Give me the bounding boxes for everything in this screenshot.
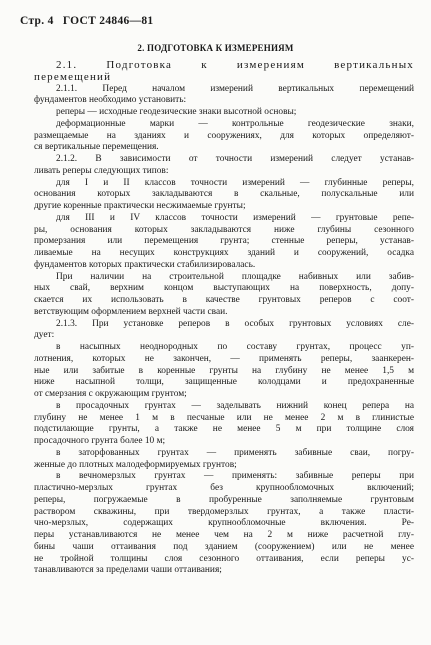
text-line: ливаемые на несущих конструкциях зданий и сооружений, осадка	[34, 248, 414, 258]
text-line: фундаментов необходимо установить:	[34, 95, 187, 106]
text-line: танавливаются за пределами чаши оттаивания;	[34, 565, 222, 576]
section-title: 2. ПОДГОТОВКА К ИЗМЕРЕНИЯМ	[137, 43, 294, 53]
text-line: 2.1. Подготовка к измерениям вертикальных	[56, 59, 414, 71]
page-header	[20, 15, 159, 27]
text-line: ветствующим оформлением верхней части сваи.	[34, 306, 228, 317]
standard-number: ГОСТ 24846—81	[62, 15, 154, 27]
document-body	[34, 60, 414, 577]
text-line: женные до плотных малодеформируемых грунтов;	[34, 459, 237, 470]
text-line: ные или забитые в коренные грунты на глубину не менее 1,5 м	[34, 365, 414, 376]
text-line: в заторфованных грунтах — применять забивные сваи, погру-	[56, 447, 414, 458]
text-line: в насыпных неоднородных по составу грунтах, процесс уп-	[56, 342, 414, 352]
text-line: просадочного грунта более 10 м;	[34, 436, 166, 446]
text-line: 2.1.2. В зависимости от точности измерений следует устанав-	[56, 154, 414, 164]
text-line: для I и II классов точности измерений — глубинные реперы,	[56, 177, 414, 188]
text-line: При наличии на строительной площадке набивных или забив-	[56, 271, 414, 282]
text-line: перемещений	[34, 70, 112, 83]
text-line: реперы, погружаемые в пробуренные заполняемые грунтовым	[34, 494, 414, 505]
text-line: для III и IV классов точности измерений — грунтовые репе-	[56, 212, 414, 223]
text-line: ливать реперы следующих типов:	[34, 165, 169, 176]
text-line: размещаемые на зданиях и сооружениях, для которых определяют-	[34, 130, 414, 141]
text-line: в вечномерзлых грунтах — применять: забивные реперы при	[56, 471, 414, 482]
text-line: подстилающие грунты, а также не менее 5 м при толщине слоя	[34, 424, 414, 435]
text-line: ниже насыпной толщи, защищенные колодцами и предохраненные	[34, 377, 414, 388]
text-line: фундаментов которых практически стабилизировалась.	[34, 259, 256, 270]
text-line: реперы — исходные геодезические знаки высотной основы;	[56, 107, 297, 117]
text-line: чно-мерзлых, содержащих крупнообломочные включения. Ре-	[34, 518, 414, 529]
text-line: ных свай, верхним концом выступающих на поверхность, допу-	[34, 283, 414, 294]
text-line: пластично-мерзлых грунтах без крупнообломочных включений;	[34, 483, 414, 493]
text-line: ры, основания которых закладываются ниже глубины сезонного	[34, 224, 414, 235]
text-line: промерзания или перемещения грунта; стенные реперы, устанав-	[34, 236, 414, 247]
page-number: Стр. 4	[20, 15, 54, 27]
text-line: дует:	[34, 330, 55, 341]
text-line: 2.1.3. При установке реперов в особых грунтовых условиях сле-	[56, 318, 414, 329]
text-line: ся вертикальные перемещения.	[34, 142, 159, 153]
text-line: в просадочных грунтах — заделывать нижний конец репера на	[56, 400, 414, 411]
text-line: деформационные марки — контрольные геодезические знаки,	[56, 118, 414, 129]
text-line: от смерзания с окружающим грунтом;	[34, 389, 187, 399]
text-line: основания которых закладываются в скальные, полускальные или	[34, 189, 414, 200]
text-line: лотнения, которых не закончен, — применять реперы, заанкерен-	[34, 353, 414, 364]
text-line: не тройной толщины слоя сезонного оттаивания, если реперы ус-	[34, 553, 414, 564]
text-line: раствором скважины, при твердомерзлых грунтах, а также пласти-	[34, 506, 414, 517]
text-line: другие коренные практически несжимаемые грунты;	[34, 201, 246, 211]
text-line: бины чаши оттаивания под зданием (сооружением) или не менее	[34, 541, 414, 552]
text-line: 2.1.1. Перед началом измерений вертикальных перемещений	[56, 83, 414, 94]
text-line: перы устанавливаются не менее чем на 2 м ниже расчетной глу-	[34, 530, 414, 540]
text-line: скается их использовать в качестве грунтовых реперов с соот-	[34, 295, 414, 305]
text-line: глубину не менее 1 м в песчаные или не менее 2 м в глинистые	[34, 412, 414, 423]
